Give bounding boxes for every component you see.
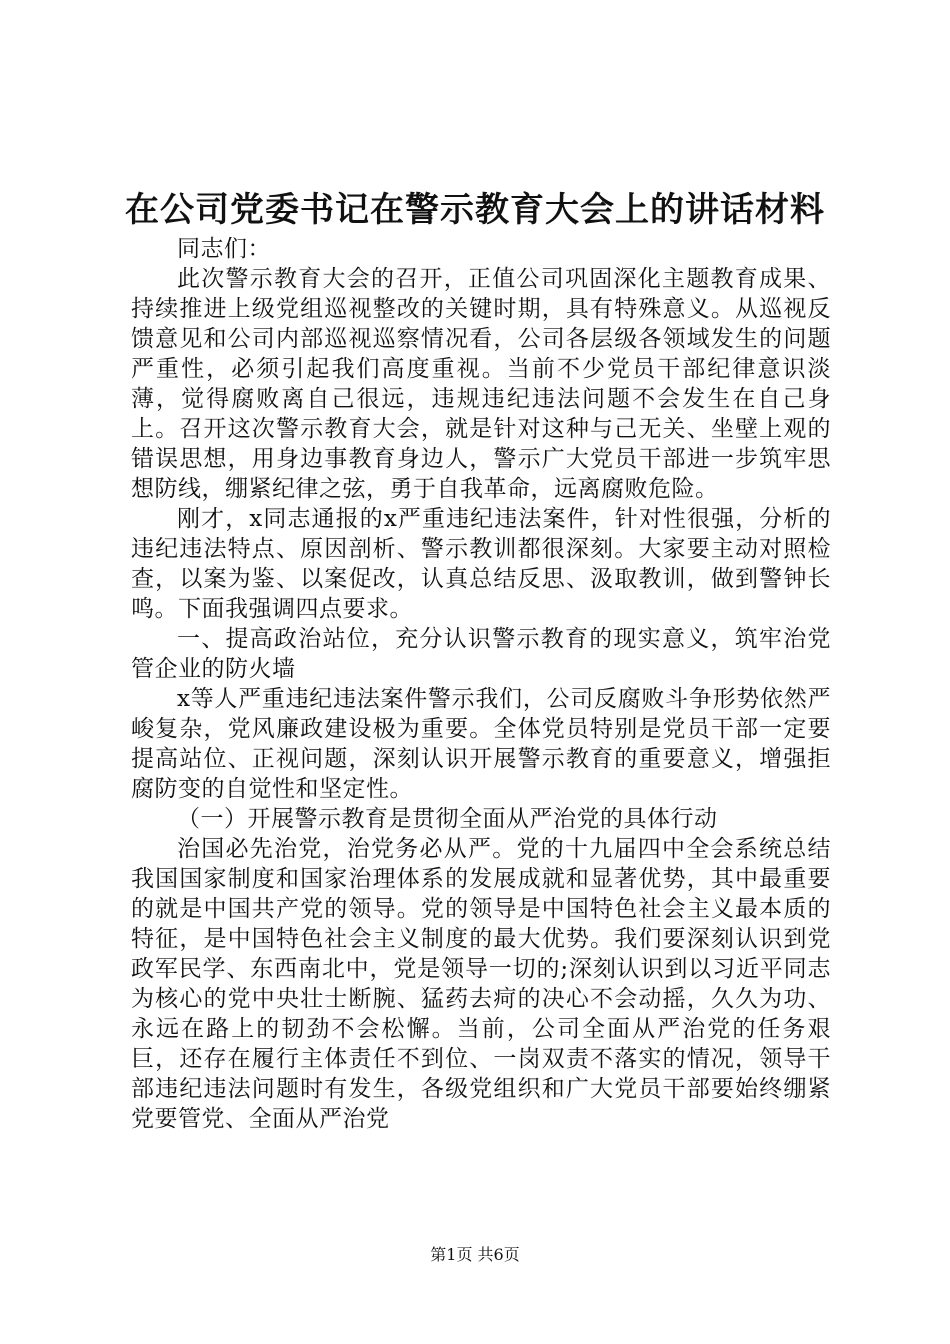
section-heading-1: 一、提高政治站位，充分认识警示教育的现实意义，筑牢治党管企业的防火墙: [131, 626, 831, 682]
document-title: 在公司党委书记在警示教育大会上的讲话材料: [125, 190, 825, 230]
paragraph-intro: 此次警示教育大会的召开，正值公司巩固深化主题教育成果、持续推进上级党组巡视整改的关键时期，具有特殊意义。从巡视反馈意见和公司内部巡视巡察情况看，公司各层级各领域发生的问题严重性，必须引起我们高度重视。当前不少党员干部纪律意识淡薄，觉得腐败离自己很远，违规违纪违法问题不会发生在自己身上。召开这次警示教育大会，就是针对这种与己无关、坐壁上观的错误思想，用身边事教育身边人，警示广大党员干部进一步筑牢思想防线，绷紧纪律之弦，勇于自我革命，远离腐败危险。: [131, 266, 831, 502]
page-number-footer: 第1页 共6页: [430, 1245, 520, 1264]
paragraph-section-1: x等人严重违纪违法案件警示我们，公司反腐败斗争形势依然严峻复杂，党风廉政建设极为重要。全体党员特别是党员干部一定要提高站位、正视问题，深刻认识开展警示教育的重要意义，增强拒腐防变的自觉性和坚定性。: [131, 686, 831, 802]
subsection-heading-1: （一）开展警示教育是贯彻全面从严治党的具体行动: [177, 806, 718, 832]
document-body: [131, 234, 831, 1134]
paragraph-subsection-1: 治国必先治党，治党务必从严。党的十九届四中全会系统总结我国国家制度和国家治理体系的发展成就和显著优势，其中最重要的就是中国共产党的领导。党的领导是中国特色社会主义最本质的特征，是中国特色社会主义制度的最大优势。我们要深刻认识到党政军民学、东西南北中，党是领导一切的;深刻认识到以习近平同志为核心的党中央壮士断腕、猛药去疴的决心不会动摇，久久为功、永远在路上的韧劲不会松懈。当前，公司全面从严治党的任务艰巨，还存在履行主体责任不到位、一岗双责不落实的情况，领导干部违纪违法问题时有发生，各级党组织和广大党员干部要始终绷紧党要管党、全面从严治党: [131, 836, 831, 1132]
salutation: 同志们：: [177, 236, 271, 262]
paragraph-case-report: 刚才，x同志通报的x严重违纪违法案件，针对性很强，分析的违纪违法特点、原因剖析、警示教训都很深刻。大家要主动对照检查，以案为鉴、以案促改，认真总结反思、汲取教训，做到警钟长鸣。下面我强调四点要求。: [131, 506, 831, 622]
